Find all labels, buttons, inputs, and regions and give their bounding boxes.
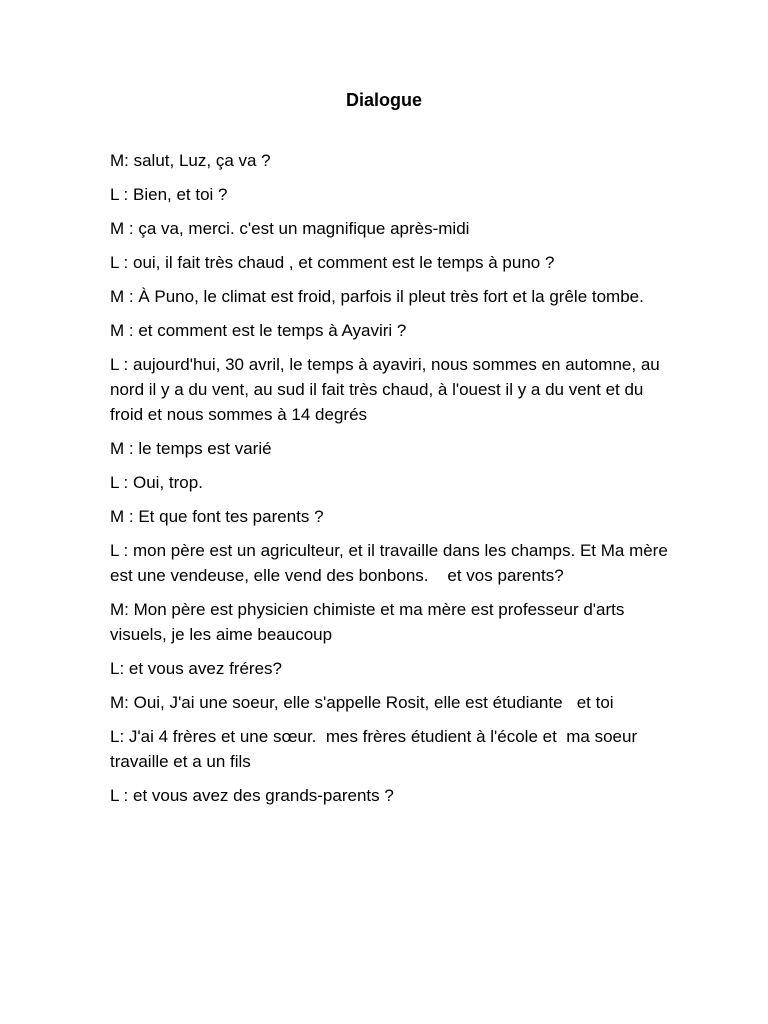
dialogue-line: L : oui, il fait très chaud , et comment est le temps à puno ? xyxy=(110,253,555,272)
document-title: Dialogue xyxy=(345,90,422,110)
dialogue-line: M: Mon père est physicien chimiste et ma mère est professeur d'arts visuels, je les aime beaucoup xyxy=(110,600,630,644)
dialogue-line: L : Oui, trop. xyxy=(110,473,203,492)
dialogue-line: L : et vous avez des grands-parents ? xyxy=(110,786,394,805)
dialogue-line: M: Oui, J'ai une soeur, elle s'appelle Rosit, elle est étudiante et toi xyxy=(110,693,614,712)
dialogue-line: M : et comment est le temps à Ayaviri ? xyxy=(110,321,407,340)
dialogue-line: M : Et que font tes parents ? xyxy=(110,507,324,526)
dialogue-line: M : À Puno, le climat est froid, parfois il pleut très fort et la grêle tombe. xyxy=(110,287,644,306)
dialogue-line: L : Bien, et toi ? xyxy=(110,185,228,204)
dialogue-line: L : aujourd'hui, 30 avril, le temps à ayaviri, nous sommes en automne, au nord il y a du vent, au sud il fait très chaud, à l'ouest il y a du vent et du froid et nous sommes à 14 degrés xyxy=(110,355,665,424)
dialogue-line: L : mon père est un agriculteur, et il travaille dans les champs. Et Ma mère est une vendeuse, elle vend des bonbons. et vos parents? xyxy=(110,541,673,585)
dialogue-list xyxy=(110,148,673,817)
dialogue-line: M: salut, Luz, ça va ? xyxy=(110,151,271,170)
dialogue-line: M : le temps est varié xyxy=(110,439,272,458)
dialogue-line: L: J'ai 4 frères et une sœur. mes frères étudient à l'école et ma soeur travaille et a un fils xyxy=(110,727,642,771)
dialogue-line: L: et vous avez fréres? xyxy=(110,659,282,678)
dialogue-line: M : ça va, merci. c'est un magnifique après-midi xyxy=(110,219,470,238)
